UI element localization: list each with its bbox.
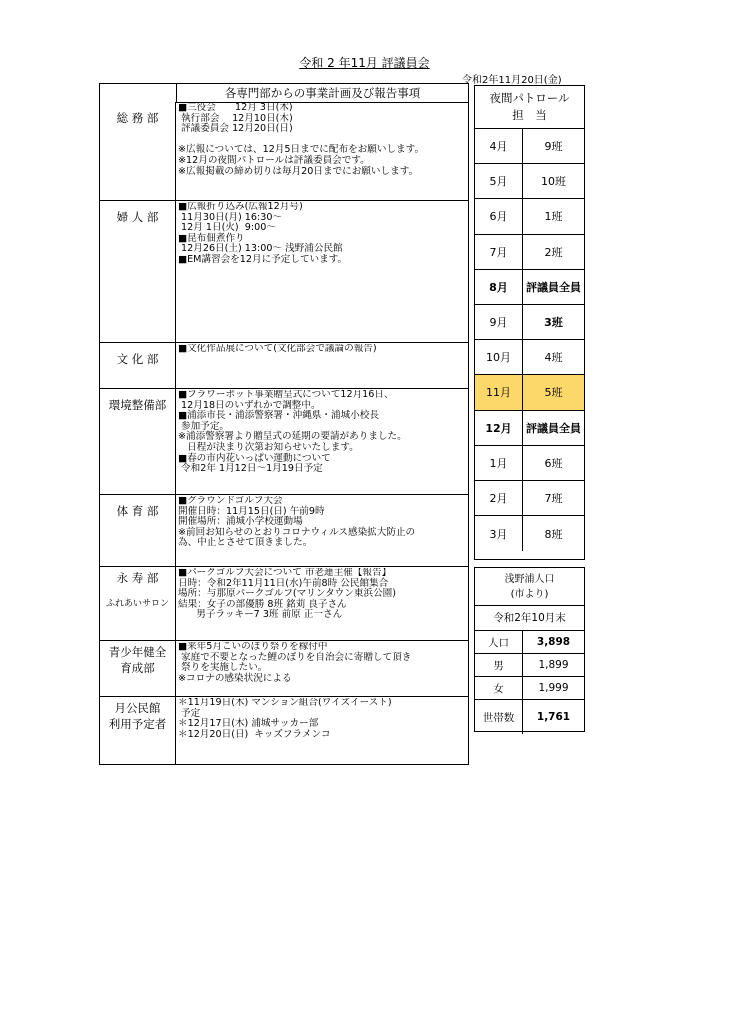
patrol-row	[475, 411, 584, 446]
population-header-source: (市より)	[510, 589, 549, 600]
population-value: 1,761	[536, 711, 571, 723]
patrol-month: 6月	[475, 199, 523, 233]
patrol-month: 7月	[475, 235, 523, 269]
department-label	[100, 102, 176, 200]
department-name: 月公民館	[114, 701, 161, 715]
patrol-row	[475, 199, 584, 234]
population-as-of: 令和2年10月末	[475, 606, 584, 631]
patrol-month: 3月	[475, 516, 523, 551]
population-value: 3,898	[536, 636, 571, 648]
report-row	[100, 102, 468, 200]
patrol-row	[475, 516, 584, 551]
population-key: 人口	[475, 631, 523, 653]
department-report-text: ■グラウンドゴルフ大会 開催日時：11月15日(日) 午前9時 開催場所：浦城小学校運動場 ※前回お知らせのとおりコロナウィルス感染拡大防止の 為、中止とさせて頂きました。	[178, 496, 416, 549]
page-title: 令和 2 年11月 評議員会	[299, 56, 430, 70]
department-name: 婦 人 部	[116, 210, 159, 224]
department-subname: 利用予定者	[108, 717, 167, 731]
report-row	[100, 342, 468, 389]
report-row	[100, 640, 468, 697]
department-report-text: ■来年5月こいのぼり祭りを稼付中 家庭で不要となった鯉のぼりを自治会に寄贈して頂き 祭りを実施したい。 ※コロナの感染状況による	[178, 642, 412, 684]
patrol-group: 9班	[544, 140, 563, 154]
population-header	[475, 568, 584, 606]
patrol-group: 7班	[544, 491, 563, 505]
population-value: 1,999	[538, 682, 569, 694]
patrol-row	[475, 164, 584, 199]
department-report-text: ■広報折り込み(広報12月号) 11月30日(月) 16:30～ 12月 1日(火) 9:00～ ■昆布佃煮作り 12月26日(土) 13:00～ 浅野浦公民館 ■EM講習会を12月に予定しています。	[178, 202, 348, 265]
department-report-text: ■パークゴルフ大会について 市老連主催【報告】 日時：令和2年11月11日(水)午前8時 公民館集合 場所：与那原パークゴルフ(マリンタウン東浜公園) 結果：女子の部優勝 8班 銘苅 良子さん 男子ラッキー7 3班 前原 正一さん	[178, 568, 396, 621]
report-table-header: 各専門部からの事業計画及び報告事項	[176, 84, 468, 103]
patrol-month: 8月	[475, 270, 523, 304]
patrol-row	[475, 270, 584, 305]
department-subname: 育成部	[120, 661, 155, 675]
population-row	[475, 677, 584, 700]
population-row	[475, 700, 584, 734]
department-label	[100, 697, 176, 765]
department-label	[100, 343, 176, 389]
department-name: 永 寿 部	[116, 571, 159, 585]
patrol-row	[475, 129, 584, 164]
department-label	[100, 495, 176, 567]
department-report-text: ■フラワーポット事業贈呈式について12月16日、 12月18日のいずれかで調整中。 ■浦添市長・浦添警察署・沖縄県・浦城小校長 参加予定。 ※浦添警察署より贈呈式の延期の要請がありました。 日程が決まり次第お知らせいたします。 ■春の市内花いっぱい運動について 令和2年 1月12日～1月19日予定	[178, 390, 407, 475]
department-label	[100, 201, 176, 343]
report-row	[100, 494, 468, 567]
patrol-group: 5班	[544, 386, 563, 400]
department-label	[100, 567, 176, 641]
department-name: 環境整備部	[108, 398, 167, 412]
report-row	[100, 566, 468, 641]
document-date: 令和2年11月20日(金)	[462, 75, 562, 86]
patrol-month: 11月	[475, 375, 523, 409]
department-report-text: ＊11月19日(木) マンション組合(ワイズイースト) 予定 ＊12月17日(木) 浦城サッカー部 ＊12月20日(日) キッズフラメンコ	[178, 698, 392, 740]
department-name: 体 育 部	[116, 504, 159, 518]
patrol-month: 5月	[475, 164, 523, 198]
patrol-group: 6班	[544, 456, 563, 470]
department-label	[100, 389, 176, 495]
population-row	[475, 631, 584, 654]
patrol-row	[475, 481, 584, 516]
population-key: 世帯数	[475, 700, 523, 734]
population-value: 1,899	[538, 659, 569, 671]
patrol-row	[475, 446, 584, 481]
patrol-month: 10月	[475, 340, 523, 374]
department-name: 青少年健全	[108, 645, 167, 659]
patrol-month: 4月	[475, 129, 523, 163]
patrol-group: 2班	[544, 245, 563, 259]
patrol-group: 評議員全員	[526, 280, 581, 294]
department-name: 総 務 部	[116, 111, 159, 125]
department-report-text: ■文化作品展について(文化部会で議論の報告)	[178, 344, 377, 354]
population-row	[475, 654, 584, 677]
patrol-month: 1月	[475, 446, 523, 480]
report-row	[100, 200, 468, 343]
patrol-group: 8班	[544, 527, 563, 541]
department-name: 文 化 部	[116, 352, 159, 366]
population-table	[474, 567, 585, 732]
patrol-month: 2月	[475, 481, 523, 515]
report-table	[99, 83, 469, 765]
patrol-group: 評議員全員	[526, 421, 581, 435]
patrol-month: 9月	[475, 305, 523, 339]
report-row	[100, 696, 468, 765]
department-label	[100, 641, 176, 697]
patrol-group: 4班	[544, 351, 563, 365]
patrol-row	[475, 235, 584, 270]
patrol-group: 1班	[544, 210, 563, 224]
patrol-row	[475, 375, 584, 410]
patrol-header	[475, 86, 584, 129]
patrol-group: 10班	[541, 175, 566, 189]
report-row	[100, 388, 468, 495]
patrol-row	[475, 340, 584, 375]
department-report-text: ■三役会 12月 3日(木) 執行部会 12月10日(木) 評議委員会 12月20日(日) ※広報については、12月5日までに配布をお願いします。 ※12月の夜間パトロールは評議委員会です。 ※広報掲載の締め切りは毎月20日までにお願いします。	[178, 103, 425, 177]
patrol-row	[475, 305, 584, 340]
population-key: 女	[475, 677, 523, 699]
patrol-month: 12月	[475, 411, 523, 445]
patrol-header-title: 夜間パトロール	[489, 91, 570, 105]
population-key: 男	[475, 654, 523, 676]
department-subname: ふれあいサロン	[105, 599, 169, 609]
night-patrol-table	[474, 85, 585, 560]
population-header-title: 浅野浦人口	[504, 574, 555, 585]
patrol-group: 3班	[544, 316, 563, 330]
patrol-header-subtitle: 担 当	[512, 108, 547, 122]
